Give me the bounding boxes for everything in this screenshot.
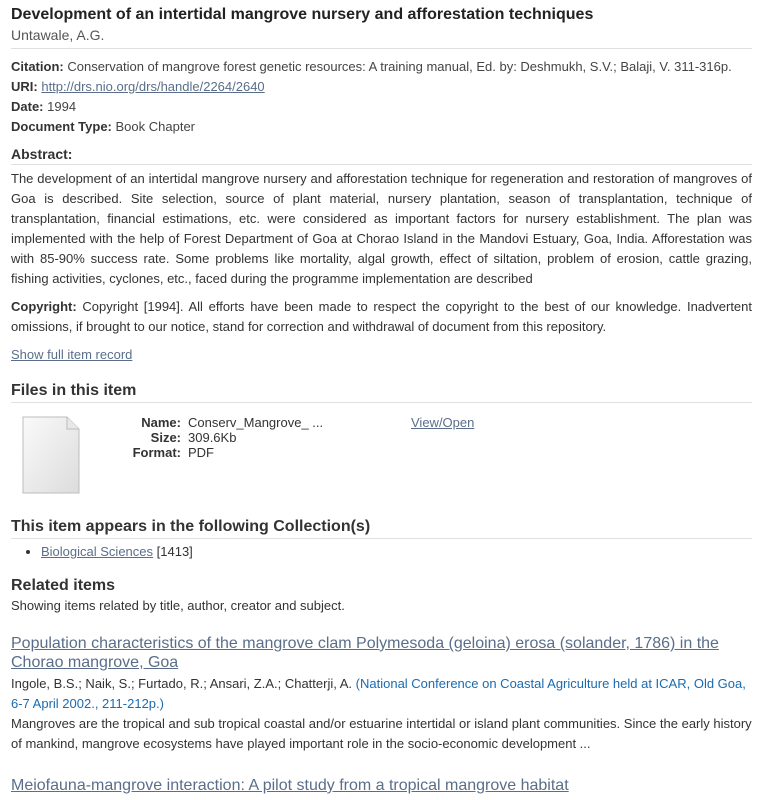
abstract-text: The development of an intertidal mangrove nursery and afforestation technique for regeneration and restoration of mangroves of Goa is described. Site selection, source of plant material, nursery plantation, season of transplantation, technique of transplantation, financial estimations, etc. were considered as important factors for nursery establishment. The plan was implemented with the help of Forest Department of Goa at Chorao Island in the Mandovi Estuary, Goa, India. Afforestation was with 85-90% success rate. Some problems like mortality, algal growth, effect of siltation, problem of erosion, cattle grazing, fishing activities, cyclones, etc., faced during the programme implementation are described [11, 171, 752, 286]
abstract-divider [11, 164, 752, 165]
collection-count: [1413] [156, 544, 193, 559]
related-item [11, 634, 752, 754]
collections-list [11, 544, 752, 560]
view-open-link[interactable]: View/Open [411, 415, 475, 430]
file-size-value: 309.6Kb [188, 430, 237, 445]
related-heading: Related items [11, 577, 116, 594]
date-row [11, 97, 752, 117]
title-divider [11, 48, 752, 49]
files-heading: Files in this item [11, 382, 137, 399]
citation-row [11, 57, 752, 77]
uri-link[interactable]: http://drs.nio.org/drs/handle/2264/2640 [41, 79, 265, 94]
doctype-row [11, 117, 752, 137]
collection-link[interactable]: Biological Sciences [41, 544, 154, 559]
doctype-value: Book Chapter [115, 119, 196, 134]
files-divider [11, 402, 752, 403]
file-format-label: Format: [132, 445, 181, 460]
document-icon[interactable] [21, 415, 81, 495]
date-label: Date: [11, 99, 44, 114]
file-size-label: Size: [150, 430, 181, 445]
related-item-snippet: Mangroves are the tropical and sub tropical coastal and/or estuarine intertidal or island plant communities. Since the early history of mankind, mangrove ecosystems have played important role in the socio-economic development ... [11, 716, 752, 751]
related-item-meta [11, 674, 752, 714]
file-entry [11, 409, 752, 505]
file-format-value: PDF [188, 445, 214, 460]
copyright-label: Copyright: [11, 299, 77, 314]
related-item-publication: (National Conference on Coastal Agriculture held at ICAR, Old Goa, 6-7 April 2002., 211-212p.) [11, 676, 746, 711]
item-author: Untawale, A.G. [11, 27, 105, 43]
file-meta [123, 415, 323, 460]
copyright-text: Copyright [1994]. All efforts have been made to respect the copyright to the best of our knowledge. Inadvertent omissions, if brought to our notice, stand for correction and withdrawal of document from this repository. [11, 299, 752, 334]
related-intro: Showing items related by title, author, creator and subject. [11, 598, 345, 613]
related-item [11, 776, 752, 795]
collections-heading: This item appears in the following Collection(s) [11, 518, 371, 535]
citation-value: Conservation of mangrove forest genetic resources: A training manual, Ed. by: Deshmukh, S.V.; Balaji, V. 311-316p. [67, 59, 732, 74]
file-format-row [123, 445, 323, 460]
uri-row [11, 77, 752, 97]
file-name-label: Name: [141, 415, 181, 430]
uri-label: URI: [11, 79, 38, 94]
file-name-value: Conserv_Mangrove_ ... [188, 415, 324, 430]
copyright-row [11, 297, 752, 337]
related-item-title-link[interactable]: Meiofauna-mangrove interaction: A pilot study from a tropical mangrove habitat [11, 777, 569, 794]
item-fields [11, 57, 752, 137]
file-name-row [123, 415, 323, 430]
citation-label: Citation: [11, 59, 64, 74]
related-item-title-link[interactable]: Population characteristics of the mangrove clam Polymesoda (geloina) erosa (solander, 1786) in the Chorao mangrove, Goa [11, 635, 719, 671]
item-title: Development of an intertidal mangrove nursery and afforestation techniques [11, 6, 594, 23]
abstract-heading: Abstract: [11, 146, 73, 162]
collections-divider [11, 538, 752, 539]
list-item [41, 544, 752, 560]
related-item-authors: Ingole, B.S.; Naik, S.; Furtado, R.; Ansari, Z.A.; Chatterji, A. [11, 676, 353, 691]
date-value: 1994 [47, 99, 77, 114]
show-full-record-link[interactable]: Show full item record [11, 347, 133, 362]
doctype-label: Document Type: [11, 119, 112, 134]
file-size-row [123, 430, 323, 445]
